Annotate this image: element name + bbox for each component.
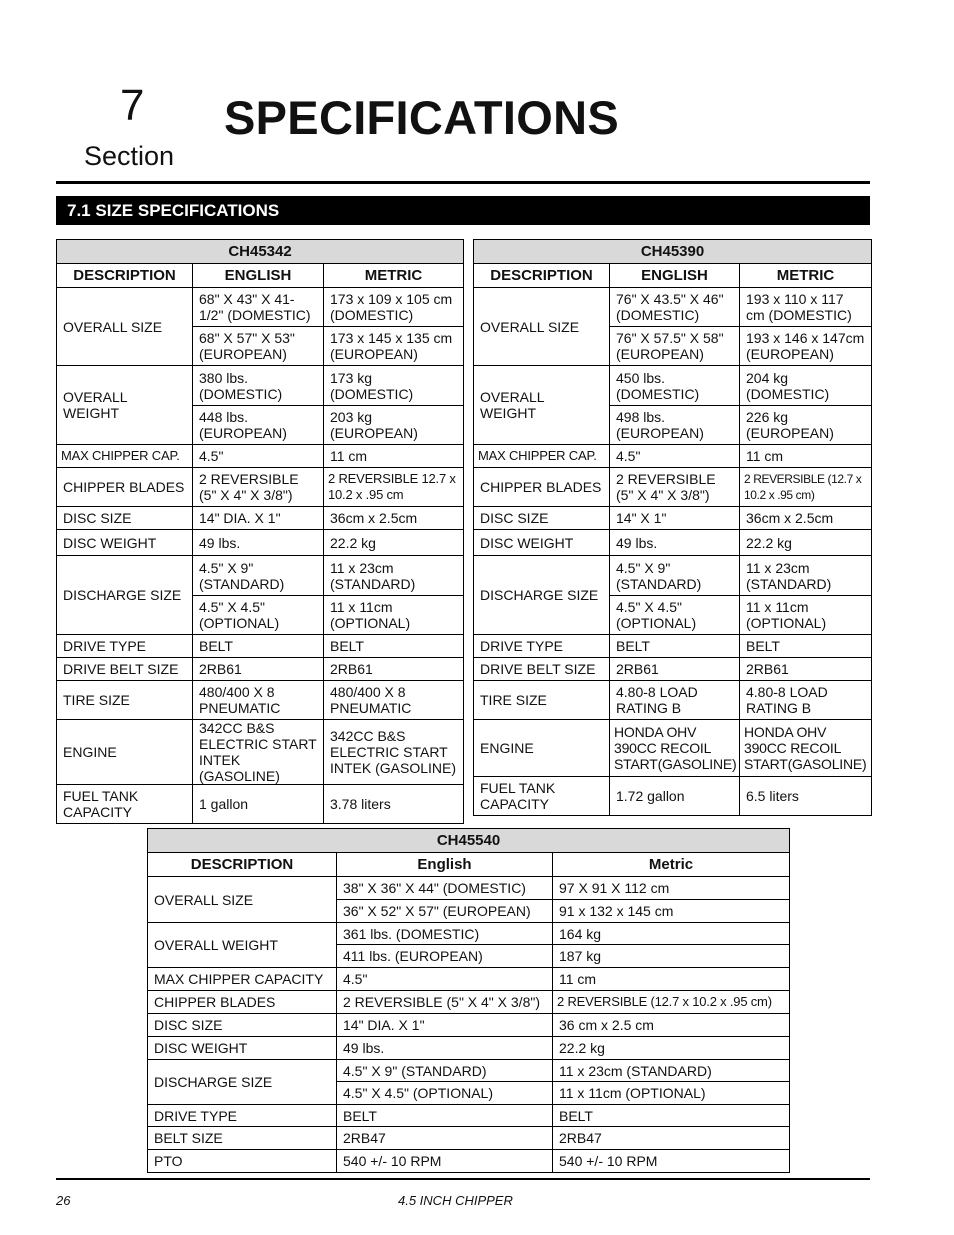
english-value: 380 lbs. (DOMESTIC)	[193, 366, 324, 406]
row-desc: DRIVE BELT SIZE	[57, 658, 193, 681]
metric-value: 2RB47	[553, 1127, 790, 1150]
metric-value: 4.80-8 LOAD RATING B	[740, 681, 872, 720]
english-value: 2 REVERSIBLE (5" X 4" X 3/8")	[610, 468, 740, 507]
row-desc: DRIVE BELT SIZE	[474, 658, 610, 681]
spec-table-ch45342	[56, 239, 464, 824]
row-desc: BELT SIZE	[148, 1127, 337, 1150]
col-header-metric: METRIC	[324, 264, 464, 288]
page-title: SPECIFICATIONS	[224, 91, 620, 144]
english-value: 540 +/- 10 RPM	[337, 1150, 553, 1173]
english-value: BELT	[610, 635, 740, 658]
col-header-english: English	[337, 853, 553, 877]
model-header: CH45540	[148, 829, 790, 853]
english-value: 68" X 57" X 53" (EUROPEAN)	[193, 327, 324, 366]
row-desc: DISC SIZE	[474, 507, 610, 530]
english-value: 68" X 43" X 41-1/2" (DOMESTIC)	[193, 288, 324, 327]
metric-value: 91 x 132 x 145 cm	[553, 900, 790, 923]
english-value: 49 lbs.	[337, 1037, 553, 1060]
english-value: BELT	[337, 1105, 553, 1127]
metric-value: 2RB61	[740, 658, 872, 681]
english-value: 4.5" X 9" (STANDARD)	[193, 556, 324, 596]
english-value: 450 lbs. (DOMESTIC)	[610, 366, 740, 406]
english-value: 4.5" X 4.5" (OPTIONAL)	[193, 596, 324, 635]
row-desc: OVERALL WEIGHT	[474, 366, 610, 445]
row-desc: ENGINE	[57, 720, 193, 785]
english-value: 14" X 1"	[610, 507, 740, 530]
metric-value: 2 REVERSIBLE (12.7 x 10.2 x .95 cm)	[553, 991, 790, 1014]
metric-value: 204 kg (DOMESTIC)	[740, 366, 872, 406]
metric-value: 36cm x 2.5cm	[324, 507, 464, 530]
row-desc: DISCHARGE SIZE	[148, 1060, 337, 1105]
metric-value: 540 +/- 10 RPM	[553, 1150, 790, 1173]
row-desc: DISC WEIGHT	[474, 530, 610, 556]
metric-value: 203 kg (EUROPEAN)	[324, 406, 464, 445]
english-value: 49 lbs.	[193, 530, 324, 556]
col-header-english: ENGLISH	[193, 264, 324, 288]
metric-value: 11 x 11cm (OPTIONAL)	[324, 596, 464, 635]
metric-value: 6.5 liters	[740, 777, 872, 816]
footer-rule	[56, 1178, 870, 1180]
english-value: HONDA OHV 390CC RECOIL START(GASOLINE)	[610, 720, 740, 777]
spec-table-ch45390	[473, 239, 872, 816]
metric-value: 22.2 kg	[324, 530, 464, 556]
row-desc: DISC SIZE	[57, 507, 193, 530]
col-header-description: DESCRIPTION	[474, 264, 610, 288]
model-header: CH45390	[474, 240, 872, 264]
english-value: 480/400 X 8 PNEUMATIC	[193, 681, 324, 720]
metric-value: 2 REVERSIBLE 12.7 x 10.2 x .95 cm	[324, 468, 464, 507]
english-value: 2RB61	[610, 658, 740, 681]
row-desc: DISCHARGE SIZE	[57, 556, 193, 635]
english-value: 1.72 gallon	[610, 777, 740, 816]
english-value: 1 gallon	[193, 785, 324, 824]
metric-value: 97 X 91 X 112 cm	[553, 877, 790, 900]
col-header-description: DESCRIPTION	[148, 853, 337, 877]
col-header-english: ENGLISH	[610, 264, 740, 288]
metric-value: 193 x 110 x 117 cm (DOMESTIC)	[740, 288, 872, 327]
row-desc: DRIVE TYPE	[148, 1105, 337, 1127]
metric-value: BELT	[740, 635, 872, 658]
row-desc: DISC WEIGHT	[57, 530, 193, 556]
metric-value: 22.2 kg	[553, 1037, 790, 1060]
row-desc: CHIPPER BLADES	[148, 991, 337, 1014]
row-desc: OVERALL WEIGHT	[148, 923, 337, 968]
english-value: 49 lbs.	[610, 530, 740, 556]
metric-value: 2 REVERSIBLE (12.7 x 10.2 x .95 cm)	[740, 468, 872, 507]
english-value: 342CC B&S ELECTRIC START INTEK (GASOLINE)	[193, 720, 324, 785]
col-header-metric: METRIC	[740, 264, 872, 288]
row-desc: OVERALL SIZE	[57, 288, 193, 366]
metric-value: 11 x 11cm (OPTIONAL)	[553, 1082, 790, 1105]
english-value: 2RB47	[337, 1127, 553, 1150]
page-number: 26	[56, 1193, 71, 1208]
metric-value: 11 cm	[324, 445, 464, 468]
english-value: 14" DIA. X 1"	[337, 1014, 553, 1037]
metric-value: 187 kg	[553, 945, 790, 968]
row-desc: OVERALL WEIGHT	[57, 366, 193, 445]
english-value: 4.5" X 9" (STANDARD)	[337, 1060, 553, 1082]
metric-value: HONDA OHV 390CC RECOIL START(GASOLINE)	[740, 720, 872, 777]
row-desc: PTO	[148, 1150, 337, 1173]
header-rule	[56, 181, 870, 184]
english-value: 448 lbs. (EUROPEAN)	[193, 406, 324, 445]
row-desc: OVERALL SIZE	[148, 877, 337, 923]
english-value: 2 REVERSIBLE (5" X 4" X 3/8")	[193, 468, 324, 507]
spec-table-ch45540	[147, 828, 790, 1173]
english-value: 4.5" X 4.5" (OPTIONAL)	[337, 1082, 553, 1105]
row-desc: TIRE SIZE	[474, 681, 610, 720]
row-desc: TIRE SIZE	[57, 681, 193, 720]
english-value: 4.5" X 9" (STANDARD)	[610, 556, 740, 596]
english-value: 38" X 36" X 44" (DOMESTIC)	[337, 877, 553, 900]
english-value: 4.5" X 4.5" (OPTIONAL)	[610, 596, 740, 635]
metric-value: 173 kg (DOMESTIC)	[324, 366, 464, 406]
english-value: 2 REVERSIBLE (5" X 4" X 3/8")	[337, 991, 553, 1014]
english-value: 76" X 57.5" X 58" (EUROPEAN)	[610, 327, 740, 366]
english-value: 4.5"	[193, 445, 324, 468]
row-desc: DISCHARGE SIZE	[474, 556, 610, 635]
col-header-description: DESCRIPTION	[57, 264, 193, 288]
section-label: Section	[84, 141, 175, 171]
metric-value: 11 x 11cm (OPTIONAL)	[740, 596, 872, 635]
metric-value: 36 cm x 2.5 cm	[553, 1014, 790, 1037]
row-desc: DRIVE TYPE	[57, 635, 193, 658]
metric-value: 480/400 X 8 PNEUMATIC	[324, 681, 464, 720]
section-number: 7	[120, 81, 145, 130]
model-header: CH45342	[57, 240, 464, 264]
row-desc: DISC WEIGHT	[148, 1037, 337, 1060]
metric-value: 11 x 23cm (STANDARD)	[324, 556, 464, 596]
english-value: 4.5"	[610, 445, 740, 468]
row-desc: MAX CHIPPER CAP.	[474, 445, 610, 468]
metric-value: 226 kg (EUROPEAN)	[740, 406, 872, 445]
metric-value: 11 cm	[553, 968, 790, 991]
english-value: 36" X 52" X 57" (EUROPEAN)	[337, 900, 553, 923]
metric-value: 36cm x 2.5cm	[740, 507, 872, 530]
row-desc: DISC SIZE	[148, 1014, 337, 1037]
metric-value: BELT	[324, 635, 464, 658]
row-desc: CHIPPER BLADES	[57, 468, 193, 507]
metric-value: 173 x 109 x 105 cm (DOMESTIC)	[324, 288, 464, 327]
english-value: 4.5"	[337, 968, 553, 991]
english-value: 498 lbs. (EUROPEAN)	[610, 406, 740, 445]
english-value: 14" DIA. X 1"	[193, 507, 324, 530]
row-desc: MAX CHIPPER CAPACITY	[148, 968, 337, 991]
row-desc: DRIVE TYPE	[474, 635, 610, 658]
metric-value: 22.2 kg	[740, 530, 872, 556]
row-desc: ENGINE	[474, 720, 610, 777]
row-desc: FUEL TANK CAPACITY	[474, 777, 610, 816]
english-value: 411 lbs. (EUROPEAN)	[337, 945, 553, 968]
row-desc: FUEL TANK CAPACITY	[57, 785, 193, 824]
english-value: 361 lbs. (DOMESTIC)	[337, 923, 553, 945]
metric-value: 173 x 145 x 135 cm (EUROPEAN)	[324, 327, 464, 366]
row-desc: OVERALL SIZE	[474, 288, 610, 366]
english-value: 4.80-8 LOAD RATING B	[610, 681, 740, 720]
metric-value: BELT	[553, 1105, 790, 1127]
row-desc: MAX CHIPPER CAP.	[57, 445, 193, 468]
english-value: 76" X 43.5" X 46" (DOMESTIC)	[610, 288, 740, 327]
metric-value: 2RB61	[324, 658, 464, 681]
metric-value: 11 x 23cm (STANDARD)	[740, 556, 872, 596]
section-band: 7.1 SIZE SPECIFICATIONS	[56, 196, 870, 225]
metric-value: 3.78 liters	[324, 785, 464, 824]
col-header-metric: Metric	[553, 853, 790, 877]
metric-value: 164 kg	[553, 923, 790, 945]
metric-value: 342CC B&S ELECTRIC START INTEK (GASOLINE)	[324, 720, 464, 785]
english-value: BELT	[193, 635, 324, 658]
metric-value: 193 x 146 x 147cm (EUROPEAN)	[740, 327, 872, 366]
footer-title: 4.5 INCH CHIPPER	[398, 1193, 513, 1208]
metric-value: 11 x 23cm (STANDARD)	[553, 1060, 790, 1082]
metric-value: 11 cm	[740, 445, 872, 468]
english-value: 2RB61	[193, 658, 324, 681]
row-desc: CHIPPER BLADES	[474, 468, 610, 507]
